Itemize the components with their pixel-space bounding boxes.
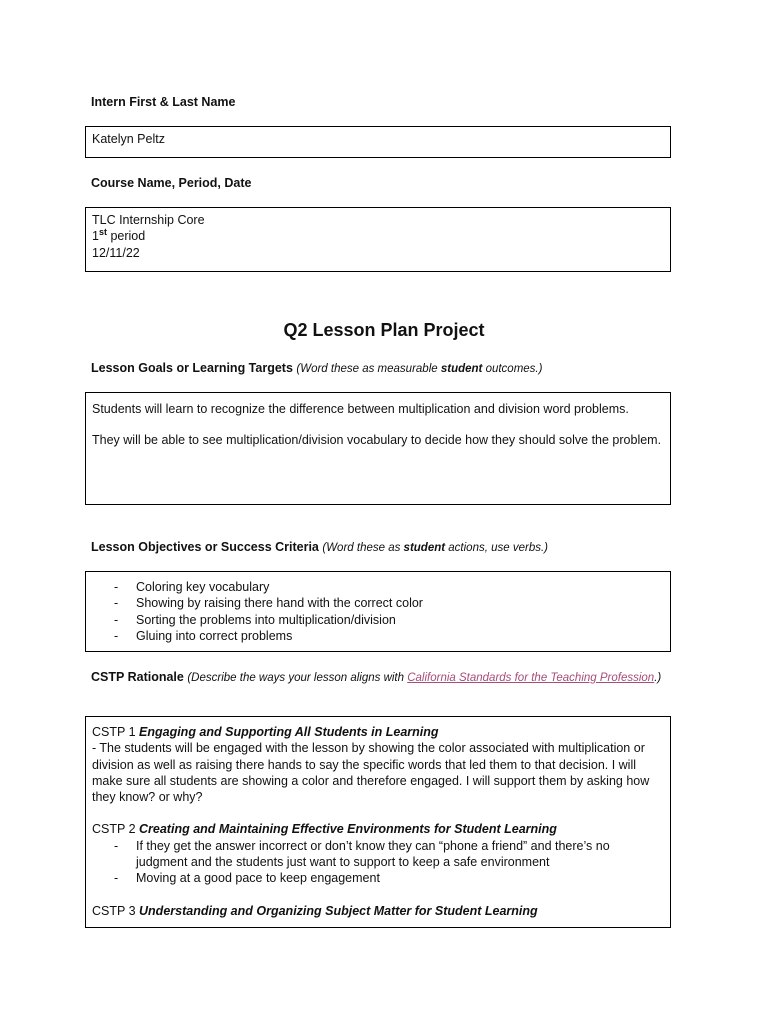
list-item: - If they get the answer incorrect or don’t know they can “phone a friend” and there’s no judgment and the students just want to support to keep a safe environment bbox=[92, 838, 664, 871]
goals-paragraph-1: Students will learn to recognize the difference between multiplication and division word problems. bbox=[92, 402, 629, 416]
cstp2-heading: CSTP 2 Creating and Maintaining Effective Environments for Student Learning bbox=[92, 822, 557, 837]
goals-paragraph-2: They will be able to see multiplication/division vocabulary to decide how they should solve the problem. bbox=[92, 433, 662, 448]
objectives-list bbox=[92, 579, 664, 644]
page-title: Q2 Lesson Plan Project bbox=[283, 320, 485, 340]
list-item: - Moving at a good pace to keep engagement bbox=[92, 870, 664, 886]
objectives-box[interactable] bbox=[85, 571, 671, 652]
list-item: - Sorting the problems into multiplication/division bbox=[92, 612, 664, 628]
course-period: 1st period bbox=[92, 227, 146, 244]
rationale-label: CSTP Rationale (Describe the ways your lesson aligns with California Standards for the Teaching Profession.) bbox=[91, 670, 662, 684]
list-item: - Showing by raising there hand with the correct color bbox=[92, 595, 664, 611]
intern-name-value: Katelyn Peltz bbox=[92, 132, 165, 146]
cstp2-list bbox=[92, 838, 664, 887]
objectives-label: Lesson Objectives or Success Criteria (Word these as student actions, use verbs.) bbox=[91, 540, 548, 554]
course-box[interactable] bbox=[85, 207, 671, 272]
course-label: Course Name, Period, Date bbox=[91, 176, 252, 190]
cstp3-heading: CSTP 3 Understanding and Organizing Subject Matter for Student Learning bbox=[92, 903, 538, 918]
intern-name-box[interactable] bbox=[85, 126, 671, 158]
goals-box[interactable] bbox=[85, 392, 671, 505]
course-date: 12/11/22 bbox=[92, 245, 140, 260]
cstp1-text: - The students will be engaged with the lesson by showing the color associated with multiplication or division as well as raising there hands to say the specific words that led them to that decision. I will make sure all students are showing a color and therefore engaged. I will support them by asking how they know? or why? bbox=[92, 741, 650, 805]
course-name: TLC Internship Core bbox=[92, 213, 205, 227]
list-item: - Gluing into correct problems bbox=[92, 628, 664, 644]
cstp1-heading: CSTP 1 Engaging and Supporting All Students in Learning bbox=[92, 725, 439, 739]
cstp-standards-link[interactable]: California Standards for the Teaching Profession bbox=[407, 672, 655, 684]
rationale-box[interactable] bbox=[85, 716, 671, 928]
goals-label: Lesson Goals or Learning Targets (Word these as measurable student outcomes.) bbox=[91, 361, 543, 375]
intern-name-label: Intern First & Last Name bbox=[91, 95, 236, 109]
list-item: - Coloring key vocabulary bbox=[92, 579, 664, 595]
